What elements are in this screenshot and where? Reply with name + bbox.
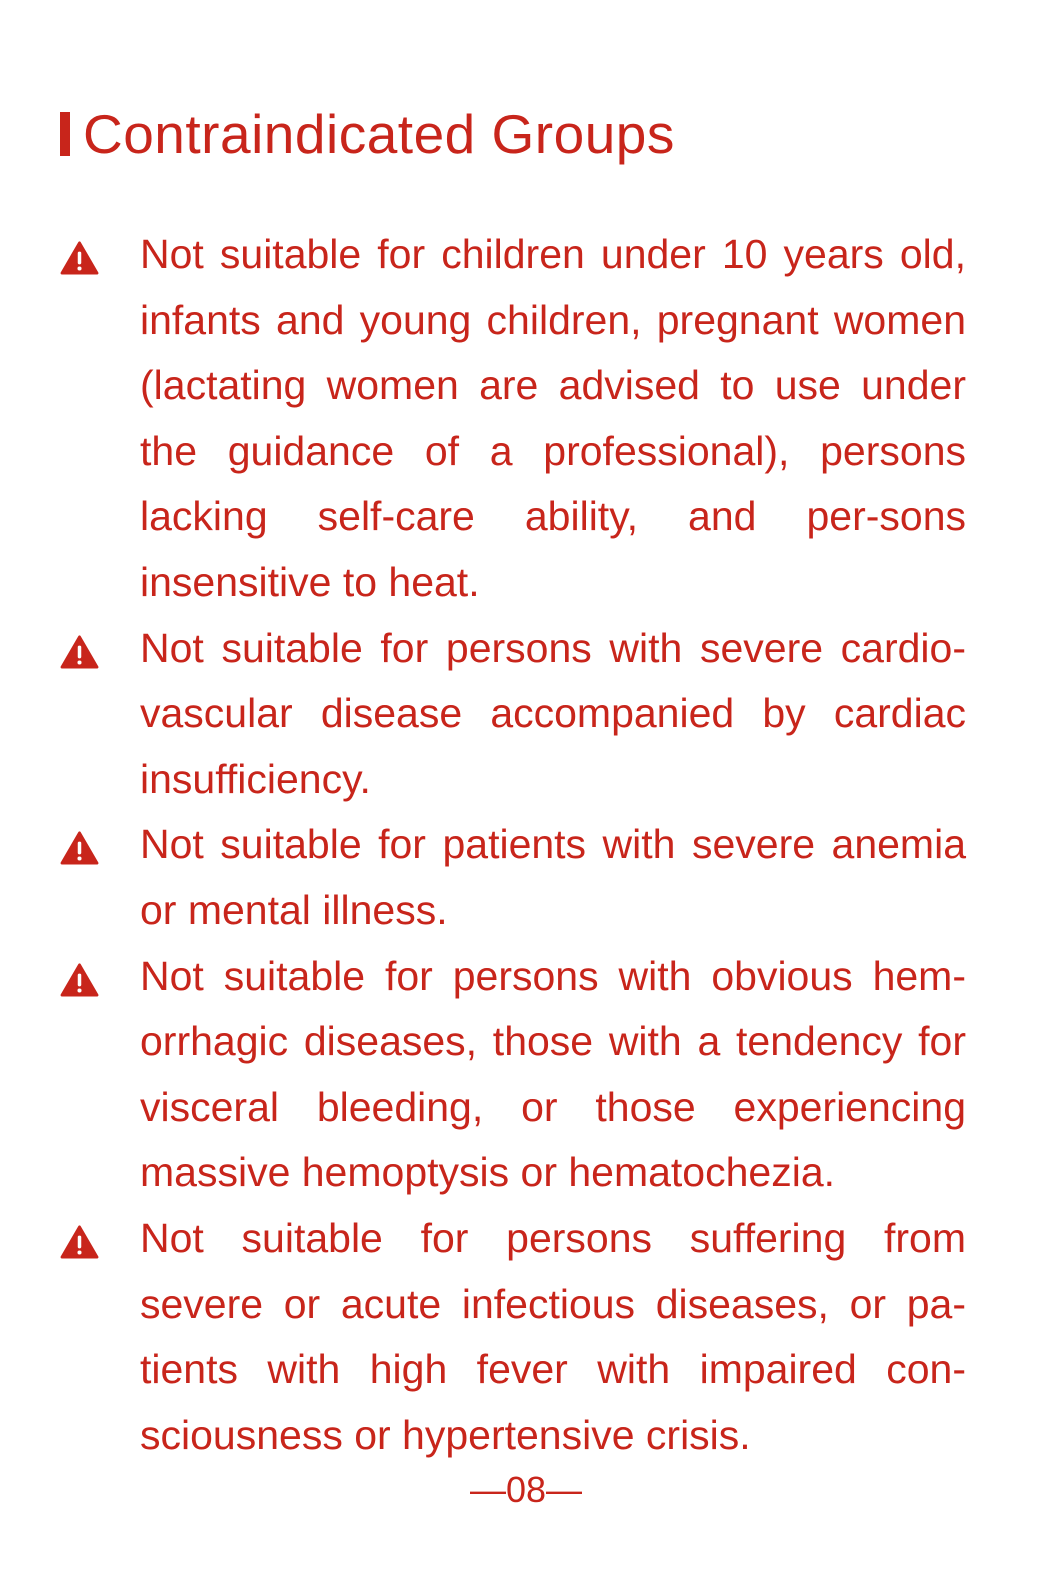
list-item <box>0 222 1052 616</box>
warning-icon <box>60 963 99 997</box>
list-item <box>0 944 1052 1206</box>
item-text: Not suitable for patients with severe anemia or mental illness. <box>140 821 966 933</box>
list-item <box>0 812 1052 943</box>
page-number: —08— <box>469 1469 583 1510</box>
item-text: Not suitable for children under 10 years old, infants and young children, pregnant women (lactating women are advised to use under the guidance of a professional), persons lacking self-care ability, and per-sons insensitive to heat. <box>140 231 966 605</box>
list-item <box>0 616 1052 813</box>
warning-icon <box>60 1225 99 1259</box>
warning-icon <box>60 635 99 669</box>
page-title: Contraindicated Groups <box>83 103 675 165</box>
warning-icon <box>60 831 99 865</box>
item-text: Not suitable for persons suffering from severe or acute infectious diseases, or pa-tients with high fever with impaired con-sciousness or hypertensive crisis. <box>140 1214 966 1458</box>
title-accent-bar <box>60 112 70 156</box>
section-heading <box>60 98 675 170</box>
item-text: Not suitable for persons with obvious hem-orrhagic diseases, those with a tendency for visceral bleeding, or those experiencing massive hemoptysis or hematochezia. <box>140 952 966 1196</box>
item-text: Not suitable for persons with severe cardio-vascular disease accompanied by cardiac insufficiency. <box>140 624 966 802</box>
list-item <box>0 1206 1052 1468</box>
warning-icon <box>60 241 99 275</box>
contraindication-list <box>0 222 1052 1468</box>
